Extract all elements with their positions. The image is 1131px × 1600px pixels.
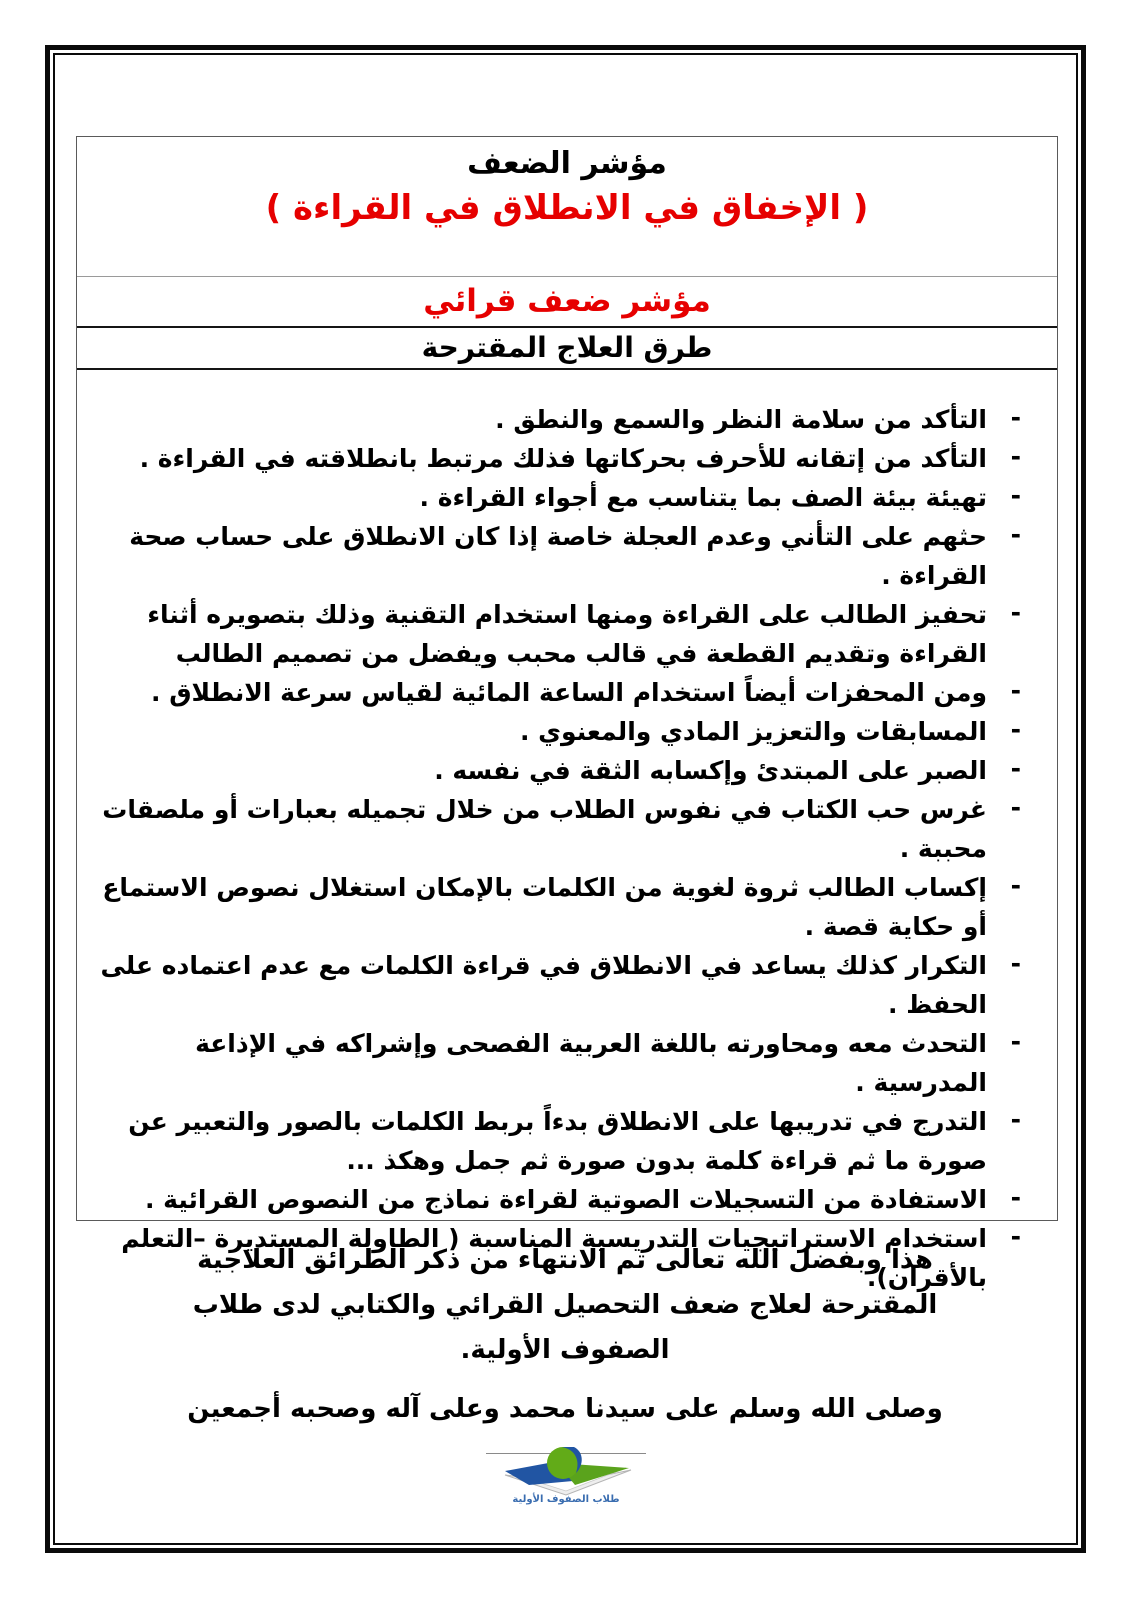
closing-text — [140, 1238, 990, 1432]
treatment-item — [99, 1024, 1021, 1102]
treatment-text: التدرج في تدريبها على الانطلاق بدءاً بربط الكلمات بالصور والتعبير عن صورة ما ثم قراءة كلمة بدون صورة ثم جمل وهكذ ... — [128, 1107, 987, 1175]
treatment-item — [99, 712, 1021, 751]
treatment-item — [99, 751, 1021, 790]
bullet-dash: - — [1010, 520, 1021, 549]
methods-title: طرق العلاج المقترحة — [77, 328, 1057, 370]
bullet-dash: - — [1010, 754, 1021, 783]
treatment-text: المسابقات والتعزيز المادي والمعنوي . — [519, 717, 987, 746]
weak-indicator-subtitle: ( الإخفاق في الانطلاق في القراءة ) — [265, 188, 869, 228]
treatment-text: الاستفادة من التسجيلات الصوتية لقراءة نماذج من النصوص القرائية . — [144, 1185, 987, 1214]
treatments-cell — [77, 400, 1057, 1292]
bullet-dash: - — [1010, 676, 1021, 705]
treatment-text: الصبر على المبتدئ وإكسابه الثقة في نفسه . — [434, 756, 987, 785]
bullet-dash: - — [1010, 715, 1021, 744]
treatment-item — [99, 595, 1021, 673]
bullet-dash: - — [1010, 1105, 1021, 1134]
treatment-item — [99, 868, 1021, 946]
bullet-dash: - — [1010, 442, 1021, 471]
treatment-item — [99, 1102, 1021, 1180]
weak-indicator-header-cell — [77, 137, 1057, 277]
bullet-dash: - — [1010, 871, 1021, 900]
treatment-text: تحفيز الطالب على القراءة ومنها استخدام التقنية وذلك بتصويره أثناء القراءة وتقديم القطعة في قالب محبب ويفضل من تصميم الطالب — [147, 600, 987, 668]
treatment-item — [99, 439, 1021, 478]
treatment-text: تهيئة بيئة الصف بما يتناسب مع أجواء القراءة . — [419, 483, 987, 512]
bullet-dash: - — [1010, 793, 1021, 822]
treatments-list — [99, 400, 1021, 1297]
closing-paragraph: هذا وبفضل الله تعالى تم الانتهاء من ذكر الطرائق العلاجية المقترحة لعلاج ضعف التحصيل القرائي والكتابي لدى طلاب الصفوف الأولية. — [192, 1245, 938, 1365]
treatment-text: حثهم على التأني وعدم العجلة خاصة إذا كان الانطلاق على حساب صحة القراءة . — [129, 522, 987, 590]
treatment-item — [99, 400, 1021, 439]
treatment-text: التحدث معه ومحاورته باللغة العربية الفصحى وإشراكه في الإذاعة المدرسية . — [195, 1029, 987, 1097]
organization-logo — [480, 1444, 652, 1522]
treatment-text: التكرار كذلك يساعد في الانطلاق في قراءة الكلمات مع عدم اعتماده على الحفظ . — [100, 951, 987, 1019]
bullet-dash: - — [1010, 481, 1021, 510]
treatment-item — [99, 946, 1021, 1024]
treatment-item — [99, 790, 1021, 868]
treatment-text: غرس حب الكتاب في نفوس الطلاب من خلال تجميله بعبارات أو ملصقات محببة . — [102, 795, 987, 863]
treatment-item — [99, 673, 1021, 712]
bullet-dash: - — [1010, 403, 1021, 432]
closing-salutation: وصلى الله وسلم على سيدنا محمد وعلى آله وصحبه أجمعين — [187, 1394, 943, 1424]
bullet-dash: - — [1010, 598, 1021, 627]
weak-indicator-title: مؤشر الضعف — [467, 146, 667, 181]
treatment-item — [99, 1180, 1021, 1219]
open-book-logo-icon — [491, 1444, 641, 1500]
bullet-dash: - — [1010, 949, 1021, 978]
treatment-text: التأكد من إتقانه للأحرف بحركاتها فذلك مرتبط بانطلاقته في القراءة . — [139, 444, 987, 473]
logo-caption: طلاب الصفوف الأولية — [512, 1494, 620, 1505]
reading-weakness-title: مؤشر ضعف قرائي — [77, 277, 1057, 328]
treatment-table — [76, 136, 1058, 1292]
bullet-dash: - — [1010, 1183, 1021, 1212]
treatment-text: ومن المحفزات أيضاً استخدام الساعة المائية لقياس سرعة الانطلاق . — [151, 678, 987, 707]
treatment-text: التأكد من سلامة النظر والسمع والنطق . — [495, 405, 987, 434]
treatment-text: استخدام الاستراتيجيات التدريسية المناسبة ( الطاولة المستديرة –التعلم بالأقران). — [121, 1224, 987, 1292]
treatment-text: إكساب الطالب ثروة لغوية من الكلمات بالإمكان استغلال نصوص الاستماع أو حكاية قصة . — [102, 873, 987, 941]
bullet-dash: - — [1010, 1027, 1021, 1056]
treatment-item — [99, 517, 1021, 595]
treatment-item — [99, 478, 1021, 517]
bullet-dash: - — [1010, 1222, 1021, 1251]
